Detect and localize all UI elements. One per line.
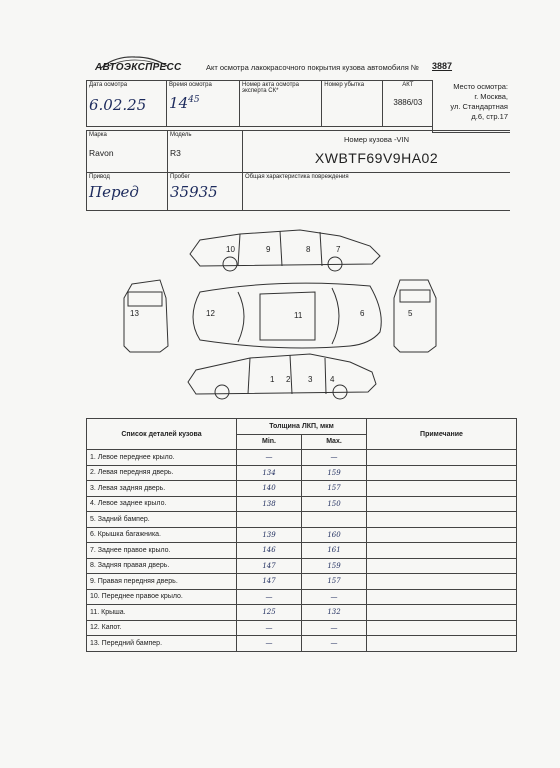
table-row	[87, 558, 517, 574]
table-row	[87, 605, 517, 621]
col-min-header: Min.	[237, 434, 302, 450]
col-max-header: Max.	[302, 434, 367, 450]
mileage-label: Пробег	[170, 174, 190, 180]
time-label: Время осмотра	[169, 82, 212, 88]
col-note-header: Примечание	[367, 419, 517, 450]
place-line2: ул. Стандартная	[450, 101, 508, 111]
part-note	[367, 465, 517, 481]
zone-label-4: 4	[330, 375, 335, 384]
part-max: 160	[302, 527, 367, 543]
part-note	[367, 481, 517, 497]
car-right-side	[190, 230, 380, 266]
part-min: —	[237, 589, 302, 605]
col-thickness-header: Толщина ЛКП, мкм	[237, 419, 367, 435]
part-name: 9. Правая передняя дверь.	[87, 574, 237, 590]
act-value: 3886/03	[393, 98, 423, 107]
part-name: 3. Левая задняя дверь.	[87, 481, 237, 497]
zone-label-10: 10	[226, 245, 235, 254]
brand-cell	[87, 131, 168, 173]
loss-number-label: Номер убытка	[324, 82, 365, 88]
part-min: 147	[237, 574, 302, 590]
brand-label: Марка	[89, 132, 107, 138]
part-name: 10. Переднее правое крыло.	[87, 589, 237, 605]
time-cell	[167, 81, 240, 127]
expert-act-label: Номер акта осмотра эксперта СК*	[242, 82, 299, 94]
zone-label-12: 12	[206, 309, 215, 318]
part-name: 8. Задняя правая дверь.	[87, 558, 237, 574]
vin-cell	[243, 131, 511, 173]
part-max: —	[302, 450, 367, 466]
part-name: 11. Крыша.	[87, 605, 237, 621]
damage-cell	[243, 173, 511, 211]
table-row	[87, 543, 517, 559]
zone-label-8: 8	[306, 245, 311, 254]
part-min: 134	[237, 465, 302, 481]
damage-label: Общая характеристика повреждения	[245, 174, 349, 180]
logo-text: АВТОЭКСПРЕСС	[95, 62, 182, 73]
parts-table	[86, 418, 517, 652]
mileage-value: 35935	[170, 183, 218, 201]
part-max: —	[302, 636, 367, 652]
part-min: —	[237, 636, 302, 652]
model-label: Модель	[170, 132, 192, 138]
zone-label-13: 13	[130, 309, 139, 318]
model-value: R3	[170, 148, 181, 158]
place-label: Место осмотра:	[453, 81, 508, 91]
zone-label-11: 11	[294, 311, 303, 320]
part-min: 147	[237, 558, 302, 574]
act-title: Акт осмотра лакокрасочного покрытия кузова автомобиля №	[206, 63, 419, 72]
part-name: 5. Задний бампер.	[87, 512, 237, 528]
place-line3: д.6, стр.17	[471, 111, 508, 121]
table-row	[87, 481, 517, 497]
table-row	[87, 450, 517, 466]
time-value: 14	[169, 94, 189, 112]
date-cell	[87, 81, 167, 127]
part-note	[367, 620, 517, 636]
brand-value: Ravon	[89, 148, 114, 158]
date-value: 6.02.25	[89, 96, 147, 114]
part-note	[367, 574, 517, 590]
table-row	[87, 496, 517, 512]
part-note	[367, 543, 517, 559]
car-diagram	[110, 222, 450, 412]
zone-label-7: 7	[336, 245, 341, 254]
zone-label-5: 5	[408, 309, 413, 318]
vin-value: XWBTF69V9HA02	[314, 150, 439, 166]
part-name: 6. Крышка багажника.	[87, 527, 237, 543]
part-max: 159	[302, 558, 367, 574]
part-note	[367, 496, 517, 512]
part-max: —	[302, 589, 367, 605]
part-note	[367, 512, 517, 528]
part-name: 7. Заднее правое крыло.	[87, 543, 237, 559]
drive-label: Привод	[89, 174, 110, 180]
drive-cell	[87, 173, 168, 211]
part-min	[237, 512, 302, 528]
vin-label: Номер кузова -VIN	[344, 135, 409, 144]
part-note	[367, 527, 517, 543]
zone-label-9: 9	[266, 245, 271, 254]
zone-label-1: 1	[270, 375, 275, 384]
table-row	[87, 636, 517, 652]
part-min: —	[237, 620, 302, 636]
part-max: 150	[302, 496, 367, 512]
part-note	[367, 636, 517, 652]
act-number: 3887	[432, 61, 453, 71]
part-note	[367, 558, 517, 574]
part-max: 157	[302, 574, 367, 590]
part-max	[302, 512, 367, 528]
table-row	[87, 574, 517, 590]
part-max: 159	[302, 465, 367, 481]
info-table	[86, 80, 510, 133]
part-min: 138	[237, 496, 302, 512]
table-row	[87, 589, 517, 605]
expert-act-cell	[240, 81, 322, 127]
act-label: АКТ	[402, 82, 414, 88]
part-min: —	[237, 450, 302, 466]
vehicle-table	[86, 130, 510, 211]
part-name: 13. Передний бампер.	[87, 636, 237, 652]
date-label: Дата осмотра	[89, 82, 128, 88]
table-row	[87, 527, 517, 543]
part-name: 4. Левое заднее крыло.	[87, 496, 237, 512]
part-min: 146	[237, 543, 302, 559]
place-cell	[433, 81, 510, 133]
part-min: 125	[237, 605, 302, 621]
col-parts-header: Список деталей кузова	[87, 419, 237, 450]
place-line1: г. Москва,	[474, 91, 508, 101]
part-max: 161	[302, 543, 367, 559]
act-cell	[383, 81, 433, 127]
part-note	[367, 589, 517, 605]
zone-label-3: 3	[308, 375, 313, 384]
part-min: 139	[237, 527, 302, 543]
part-min: 140	[237, 481, 302, 497]
part-name: 12. Капот.	[87, 620, 237, 636]
part-max: —	[302, 620, 367, 636]
part-max: 157	[302, 481, 367, 497]
time-minutes: 45	[188, 95, 200, 105]
part-max: 132	[302, 605, 367, 621]
mileage-cell	[168, 173, 243, 211]
part-note	[367, 450, 517, 466]
table-row	[87, 620, 517, 636]
part-name: 2. Левая передняя дверь.	[87, 465, 237, 481]
zone-label-2: 2	[286, 375, 291, 384]
zone-label-6: 6	[360, 309, 365, 318]
part-name: 1. Левое переднее крыло.	[87, 450, 237, 466]
part-note	[367, 605, 517, 621]
drive-value: Перед	[89, 183, 139, 201]
table-row	[87, 465, 517, 481]
model-cell	[168, 131, 243, 173]
loss-number-cell	[322, 81, 383, 127]
table-row	[87, 512, 517, 528]
